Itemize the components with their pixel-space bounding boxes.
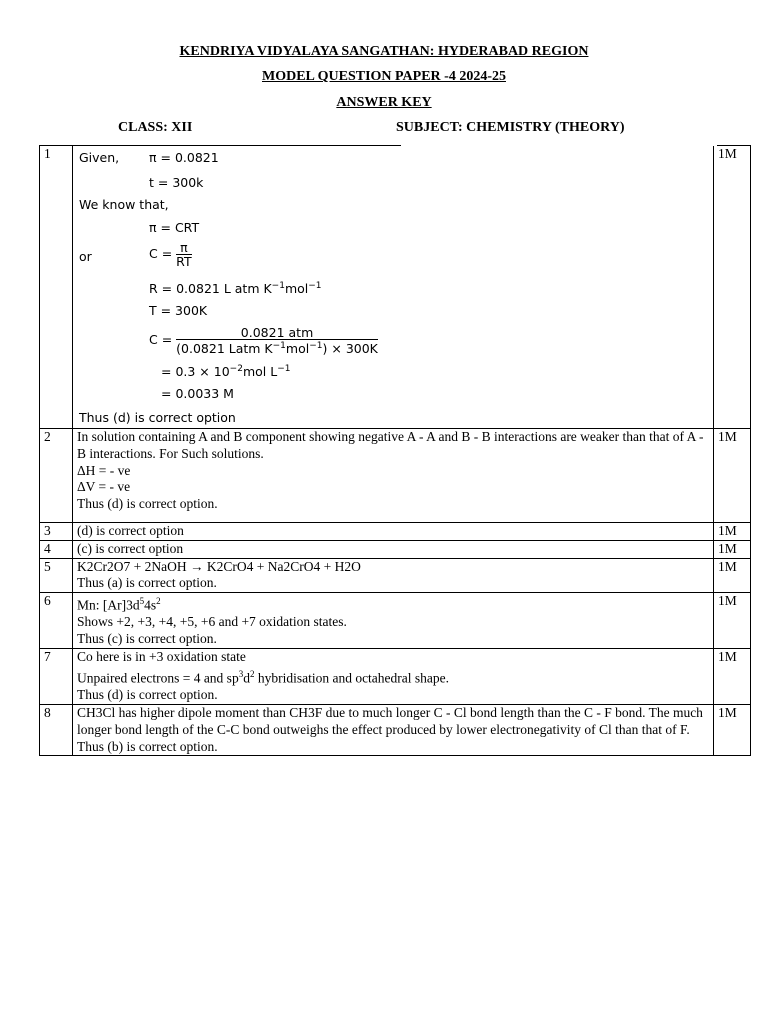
paper-title: MODEL QUESTION PAPER -4 2024-25 bbox=[262, 69, 506, 84]
mark-cell: 1M bbox=[714, 523, 751, 541]
table-row bbox=[40, 593, 751, 649]
answer-key-title: ANSWER KEY bbox=[336, 95, 432, 110]
mark-cell: 1M bbox=[714, 704, 751, 755]
mark-cell: 1M bbox=[714, 558, 751, 593]
c-denominator: RT bbox=[176, 254, 192, 269]
q1-conclusion: Thus (d) is correct option bbox=[79, 410, 236, 425]
table-row bbox=[40, 146, 751, 429]
q6-config: Mn: $[Ar]3d^54s^2$ bbox=[77, 596, 161, 613]
pi-equation: π = 0.0821 bbox=[149, 150, 219, 165]
class-label: CLASS: XII bbox=[118, 120, 193, 135]
mark-cell: 1M bbox=[714, 649, 751, 705]
q8-conclusion: Thus (b) is correct option. bbox=[77, 738, 218, 754]
answer-table bbox=[39, 145, 751, 756]
table-row bbox=[40, 649, 751, 705]
or-label: or bbox=[79, 249, 92, 264]
c-numerator: π bbox=[176, 241, 191, 255]
c2-lhs: C = bbox=[149, 332, 173, 348]
table-row bbox=[40, 558, 751, 593]
question-number: 8 bbox=[40, 704, 73, 755]
we-know-that: We know that, bbox=[79, 197, 169, 212]
q7-conclusion: Thus (d) is correct option. bbox=[77, 687, 218, 703]
question-number: 1 bbox=[40, 146, 73, 429]
q1-solution bbox=[77, 146, 709, 428]
org-title: KENDRIYA VIDYALAYA SANGATHAN: HYDERABAD REGION bbox=[179, 44, 589, 59]
question-number: 5 bbox=[40, 558, 73, 593]
c2-fraction bbox=[176, 326, 378, 355]
t2-equation: T = 300K bbox=[149, 303, 208, 318]
question-number: 7 bbox=[40, 649, 73, 705]
c-lhs: C = bbox=[149, 246, 173, 261]
q2-line3: ΔV = - ve bbox=[77, 479, 131, 495]
given-label: Given, bbox=[79, 150, 120, 165]
question-number: 2 bbox=[40, 429, 73, 523]
q2-line2: ΔH = - ve bbox=[77, 462, 131, 478]
q2-line1: In solution containing A and B component showing negative A - A and B - B interactions are weaker than that of A - B interactions. For Such solutions. bbox=[77, 429, 704, 461]
mark-cell: 1M bbox=[714, 540, 751, 558]
mark-cell: 1M bbox=[714, 146, 751, 429]
mark-cell: 1M bbox=[714, 429, 751, 523]
c2-numerator: 0.0821 atm bbox=[176, 326, 378, 340]
answer-cell bbox=[73, 146, 714, 429]
answer-cell bbox=[73, 429, 714, 523]
q5-conclusion: Thus (a) is correct option. bbox=[77, 575, 217, 591]
question-number: 4 bbox=[40, 540, 73, 558]
q7-line2: Unpaired electrons = 4 and $sp^3d^2$ hybridisation and octahedral shape. bbox=[77, 668, 450, 686]
answer-cell bbox=[73, 649, 714, 705]
question-number: 3 bbox=[40, 523, 73, 541]
question-number: 6 bbox=[40, 593, 73, 649]
subject-label: SUBJECT: CHEMISTRY (THEORY) bbox=[396, 120, 625, 135]
r-value: R = 0.0821 L atm K bbox=[149, 281, 272, 297]
c2-formula bbox=[149, 326, 378, 355]
conc-step1: = $0.3 \times 10^{-2}mol$ $L^{-1}$ bbox=[161, 364, 291, 380]
answer-cell: (d) is correct option bbox=[73, 523, 714, 541]
r-equation: R = 0.0821 L atm $K^{-1}mol^{-1}$ bbox=[149, 281, 322, 297]
c-fraction bbox=[176, 241, 191, 268]
answer-cell bbox=[73, 704, 714, 755]
q7-line1: Co here is in +3 oxidation state bbox=[77, 649, 246, 665]
answer-cell: (c) is correct option bbox=[73, 540, 714, 558]
q6-states: Shows +2, +3, +4, +5, +6 and +7 oxidation states. bbox=[77, 614, 347, 630]
answer-cell bbox=[73, 558, 714, 593]
c2-denominator: (0.0821 Latm $K^{-1}mol^{-1}) \times 300K$ bbox=[176, 341, 378, 357]
q1-border-gap bbox=[401, 145, 717, 146]
q2-line4: Thus (d) is correct option. bbox=[77, 496, 218, 512]
crt-equation: π = CRT bbox=[149, 220, 200, 235]
mark-cell: 1M bbox=[714, 593, 751, 649]
q6-conclusion: Thus (c) is correct option. bbox=[77, 631, 217, 647]
t-equation: t = 300k bbox=[149, 175, 204, 190]
q5-equation: K2Cr2O7 + 2NaOH → K2CrO4 + Na2CrO4 + H2O bbox=[77, 558, 361, 574]
table-row bbox=[40, 704, 751, 755]
q8-explanation: CH3Cl has higher dipole moment than CH3F due to much longer C - Cl bond length than the C - F bond. The much longer bond length of the C-C bond outweighs the effect produced by lower electronegativity of Cl than that of F. bbox=[77, 704, 703, 737]
table-row bbox=[40, 429, 751, 523]
table-row bbox=[40, 523, 751, 541]
answer-cell bbox=[73, 593, 714, 649]
conc-step2: = 0.0033 M bbox=[161, 386, 234, 401]
table-row bbox=[40, 540, 751, 558]
c-formula bbox=[149, 241, 192, 268]
